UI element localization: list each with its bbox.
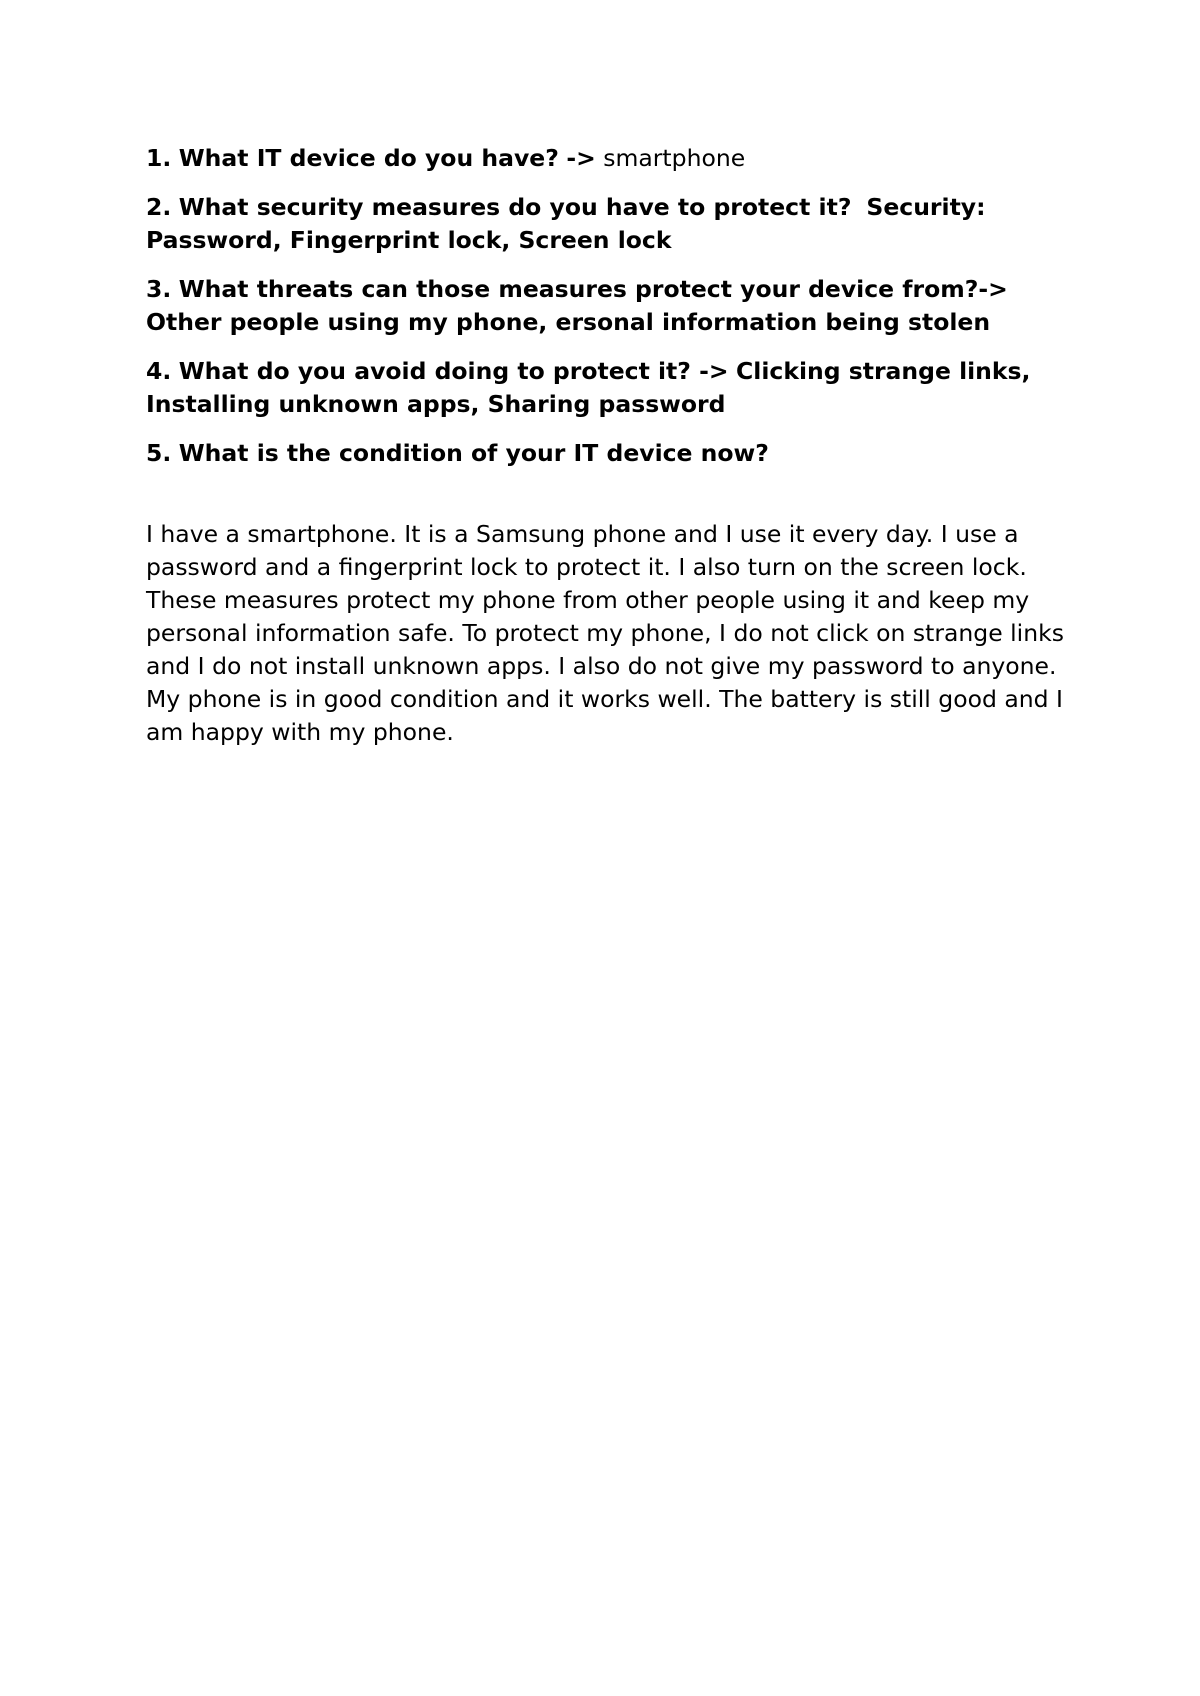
question-text: What threats can those measures protect your device from? bbox=[178, 275, 979, 303]
answer-paragraph: I have a smartphone. It is a Samsung phone and I use it every day. I use a password and a fingerprint lock to protect it. I also turn on the screen lock. These measures protect my phone from other people using it and keep my personal information safe. To protect my phone, I do not click on strange links and I do not install unknown apps. I also do not give my password to anyone. My phone is in good condition and it works well. The battery is still good and I am happy with my phone. bbox=[146, 520, 1064, 746]
question-text: What IT device do you have? bbox=[178, 144, 559, 172]
answer-text: Security: Password, Fingerprint lock, Screen lock bbox=[146, 193, 986, 254]
question-item-1 bbox=[146, 142, 1086, 175]
question-text: What is the condition of your IT device now? bbox=[178, 439, 769, 467]
question-number: 5. bbox=[146, 439, 172, 467]
answer-text: Clicking strange links, Installing unknown apps, Sharing password bbox=[146, 357, 1031, 418]
question-text: What do you avoid doing to protect it? bbox=[178, 357, 691, 385]
answer-arrow: -> bbox=[978, 275, 1008, 303]
question-list bbox=[146, 142, 1086, 486]
question-item-2 bbox=[146, 191, 1086, 257]
answer-text: smartphone bbox=[595, 144, 746, 172]
question-number: 2. bbox=[146, 193, 172, 221]
question-number: 4. bbox=[146, 357, 172, 385]
answer-text: Other people using my phone, ersonal information being stolen bbox=[146, 308, 991, 336]
answer-arrow: -> bbox=[690, 357, 729, 385]
question-item-5 bbox=[146, 437, 1086, 470]
question-item-3 bbox=[146, 273, 1086, 339]
question-number: 3. bbox=[146, 275, 172, 303]
question-number: 1. bbox=[146, 144, 172, 172]
answer-arrow: -> bbox=[566, 144, 596, 172]
question-item-4 bbox=[146, 355, 1086, 421]
question-text: What security measures do you have to protect it? bbox=[178, 193, 852, 221]
